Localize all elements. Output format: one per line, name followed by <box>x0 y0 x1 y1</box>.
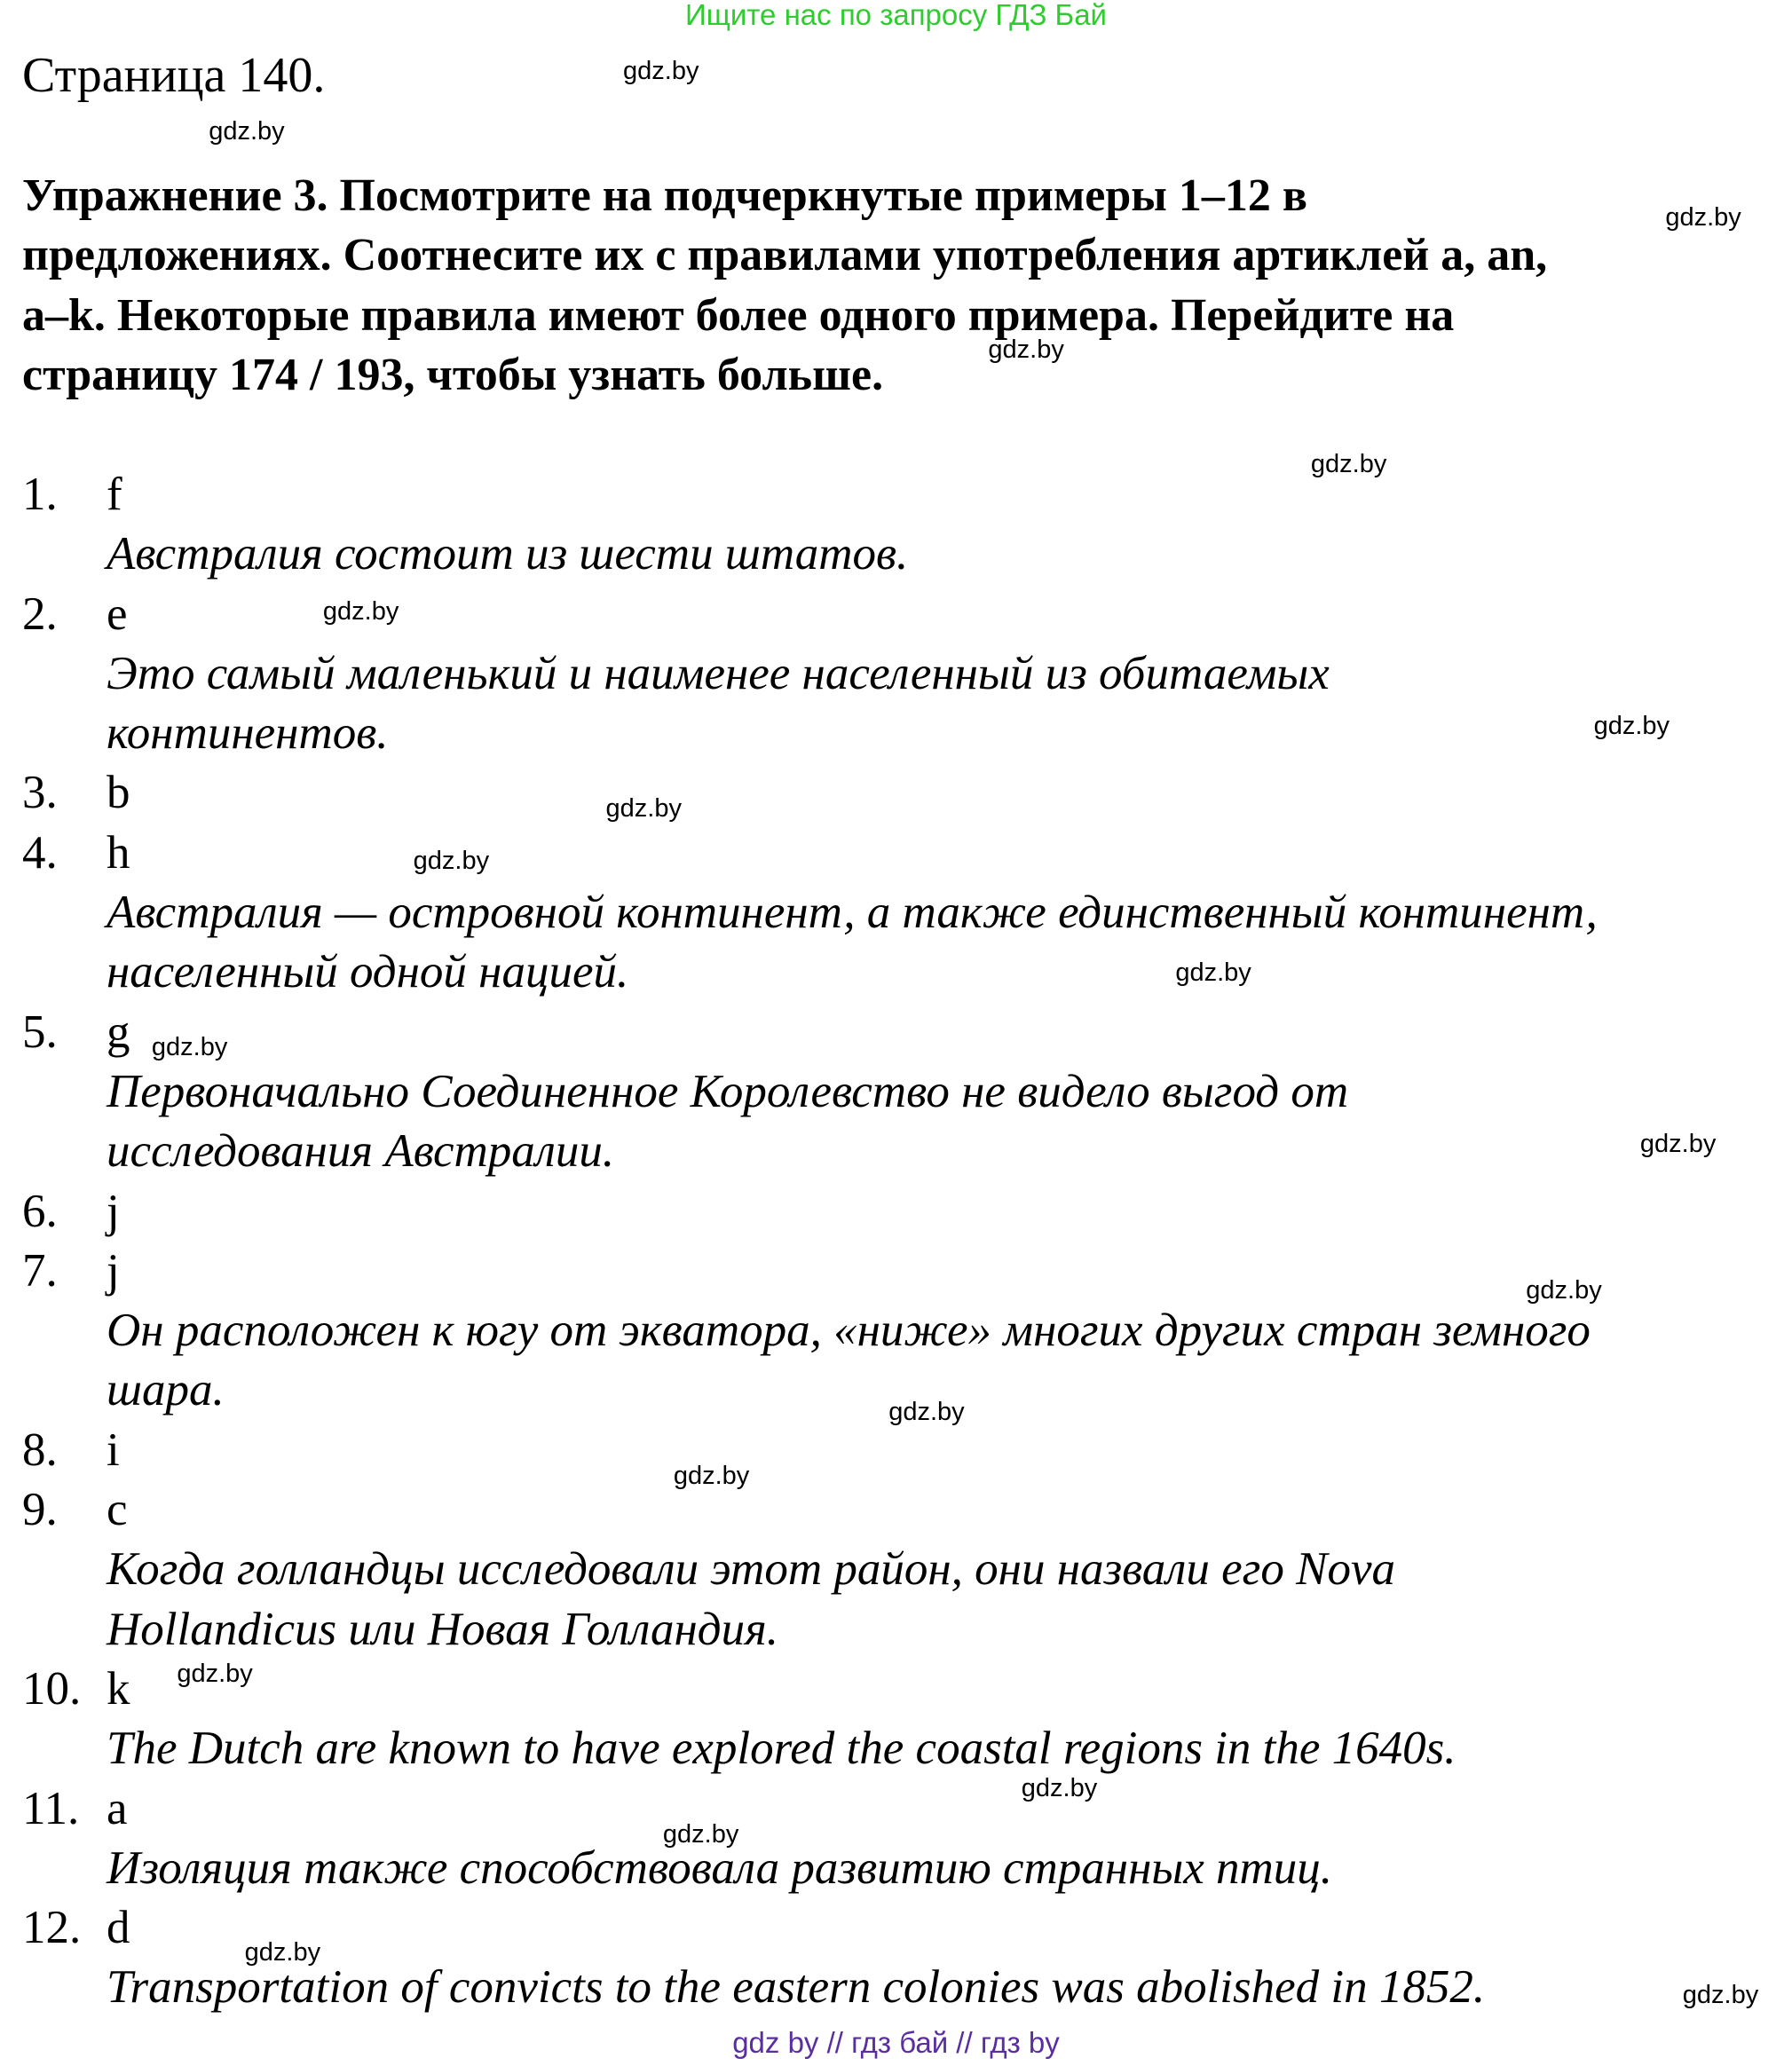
answer-letter: f <box>107 469 122 520</box>
answer-number: 7. <box>22 1244 58 1297</box>
answer-sentence: Когда голландцы исследовали этот район, они назвали его Nova <box>107 1543 1395 1596</box>
watermark: gdz.by <box>1639 1130 1717 1159</box>
answer-sentence: Он расположен к югу от экватора, «ниже» многих других стран земного <box>107 1305 1591 1357</box>
answer-item <box>22 585 1780 764</box>
watermark: gdz.by <box>322 597 399 627</box>
answer-number: 10. <box>22 1662 82 1715</box>
answer-head <box>22 1660 1780 1719</box>
watermark: gdz.by <box>662 1819 739 1849</box>
watermark: gdz.by <box>1526 1275 1602 1305</box>
answer-number: 5. <box>22 1005 58 1058</box>
answer-letter: g <box>107 1005 130 1058</box>
answer-head <box>22 1779 1780 1839</box>
answer-number: 1. <box>22 469 58 520</box>
answer-number: 2. <box>22 587 58 640</box>
watermark: gdz.by <box>888 1398 965 1427</box>
answer-sentence: Австралия — островной континент, а также единственный континент, <box>107 887 1598 939</box>
watermark: gdz.by <box>209 116 285 146</box>
answer-item <box>22 763 1780 823</box>
watermark: gdz.by <box>244 1938 321 1967</box>
answer-number: 6. <box>22 1185 58 1237</box>
answer-head <box>22 1480 1780 1540</box>
answer-sentence: Австралия состоит из шести штатов. <box>107 528 909 580</box>
search-banner: Ищите нас по запросу ГДЗ Бай <box>685 0 1107 31</box>
watermark: gdz.by <box>623 57 699 86</box>
answer-number: 8. <box>22 1423 58 1476</box>
footer-links: gdz by // гдз бай // гдз by <box>732 2026 1060 2059</box>
answer-number: 9. <box>22 1484 58 1536</box>
answer-number: 11. <box>22 1782 80 1834</box>
answer-letter: d <box>107 1902 130 1954</box>
answer-head <box>22 1182 1780 1242</box>
answer-item <box>22 1421 1780 1480</box>
answer-letter: j <box>107 1185 120 1237</box>
answer-item <box>22 1480 1780 1660</box>
answer-letter: a <box>107 1782 128 1834</box>
answer-head <box>22 824 1780 883</box>
answer-sentence: Transportation of convicts to the eastern colonies was abolished in 1852. <box>107 1961 1486 2014</box>
watermark: gdz.by <box>1310 450 1387 479</box>
watermark: gdz.by <box>673 1462 750 1491</box>
answer-sentence: Изоляция также способствовала развитию странных птиц. <box>107 1841 1333 1894</box>
answer-item <box>22 1779 1780 1899</box>
answer-letter: h <box>107 826 130 879</box>
watermark: gdz.by <box>1593 711 1670 740</box>
watermark: gdz.by <box>1021 1773 1098 1802</box>
answer-head <box>22 465 1780 524</box>
watermark: gdz.by <box>1682 1980 1759 2009</box>
watermark: gdz.by <box>177 1659 253 1688</box>
watermark: gdz.by <box>1175 958 1251 988</box>
answer-letter: i <box>107 1423 120 1476</box>
answer-head <box>22 1421 1780 1480</box>
exercise-instructions <box>22 166 1788 405</box>
answer-letter: k <box>107 1662 130 1715</box>
instruction-line: a–k. Некоторые правила имеют более одного примера. Перейдите на <box>22 289 1455 341</box>
answer-item <box>22 1182 1780 1242</box>
instruction-line: страницу 174 / 193, чтобы узнать больше. <box>22 349 884 400</box>
answer-sentence: континентов. <box>107 707 389 760</box>
answer-head <box>22 585 1780 644</box>
watermark: gdz.by <box>413 847 490 876</box>
answer-number: 3. <box>22 767 58 819</box>
answer-item <box>22 824 1780 1003</box>
answer-sentence: населенный одной нацией. <box>107 946 629 998</box>
answer-sentence: Первоначально Соединенное Королевство не видело выгод от <box>107 1065 1349 1117</box>
watermark: gdz.by <box>605 793 682 823</box>
answer-item <box>22 1003 1780 1182</box>
answer-number: 4. <box>22 826 58 879</box>
answer-list <box>22 465 1780 2018</box>
answer-head <box>22 763 1780 823</box>
answer-head <box>22 1003 1780 1062</box>
answer-letter: c <box>107 1484 128 1536</box>
watermark: gdz.by <box>151 1032 228 1061</box>
answer-letter: j <box>107 1244 120 1297</box>
answer-sentence: Hollandicus или Новая Голландия. <box>107 1603 778 1655</box>
answer-sentence: шара. <box>107 1364 225 1416</box>
instruction-line: предложениях. Соотнесите их с правилами употребления артиклей a, an, <box>22 230 1548 281</box>
answer-sentence: исследования Австралии. <box>107 1125 615 1178</box>
watermark: gdz.by <box>988 335 1064 365</box>
answer-item <box>22 1242 1780 1421</box>
instruction-line: Упражнение 3. Посмотрите на подчеркнутые примеры 1–12 в <box>22 170 1307 221</box>
answer-sentence: Это самый маленький и наименее населенный из обитаемых <box>107 647 1330 699</box>
page-title: Страница 140. <box>22 48 326 103</box>
watermark: gdz.by <box>1665 202 1741 232</box>
answer-head <box>22 1242 1780 1301</box>
answer-letter: b <box>107 767 130 819</box>
answer-sentence: The Dutch are known to have explored the coastal regions in the 1640s. <box>107 1723 1456 1775</box>
answer-letter: e <box>107 587 128 640</box>
answer-item <box>22 1660 1780 1779</box>
answer-number: 12. <box>22 1902 82 1954</box>
answer-item <box>22 465 1780 585</box>
